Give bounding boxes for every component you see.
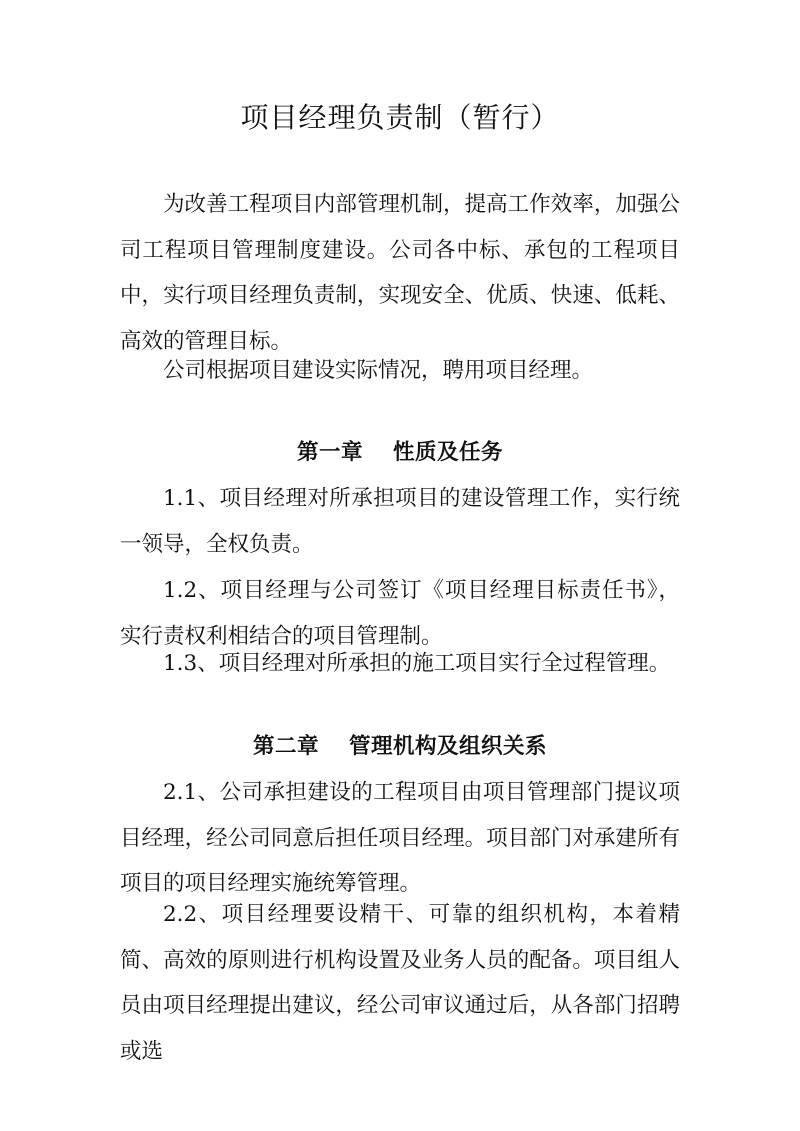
document-title: 项目经理负责制（暂行） bbox=[240, 101, 560, 134]
clause-2-2: 2.2、项目经理要设精干、可靠的组织机构，本着精简、高效的原则进行机构设置及业务人员的配备。项目组人员由项目经理提出建议，经公司审议通过后，从各部门招聘或选 bbox=[120, 902, 680, 1064]
chapter-1-name: 性质及任务 bbox=[393, 440, 504, 465]
clause-1-2: 1.2、项目经理与公司签订《项目经理目标责任书》，实行责权利相结合的项目管理制。 bbox=[120, 578, 680, 649]
chapter-2-name: 管理机构及组织关系 bbox=[349, 734, 548, 759]
clause-2-1: 2.1、公司承担建设的工程项目由项目管理部门提议项目经理，经公司同意后担任项目经理。项目部门对承建所有项目的项目经理实施统筹管理。 bbox=[120, 780, 680, 896]
intro-paragraph-1: 为改善工程项目内部管理机制，提高工作效率，加强公司工程项目管理制度建设。公司各中标、承包的工程项目中，实行项目经理负责制，实现安全、优质、快速、低耗、高效的管理目标。 bbox=[120, 192, 680, 354]
chapter-2-heading bbox=[0, 724, 800, 770]
chapter-1-heading bbox=[0, 430, 800, 476]
clause-1-1: 1.1、项目经理对所承担项目的建设管理工作，实行统一领导，全权负责。 bbox=[120, 486, 680, 557]
chapter-2-number: 第二章 bbox=[252, 734, 319, 759]
clause-1-3: 1.3、项目经理对所承担的施工项目实行全过程管理。 bbox=[163, 651, 671, 676]
intro-paragraph-2: 公司根据项目建设实际情况，聘用项目经理。 bbox=[163, 358, 594, 383]
chapter-1-number: 第一章 bbox=[296, 440, 363, 465]
